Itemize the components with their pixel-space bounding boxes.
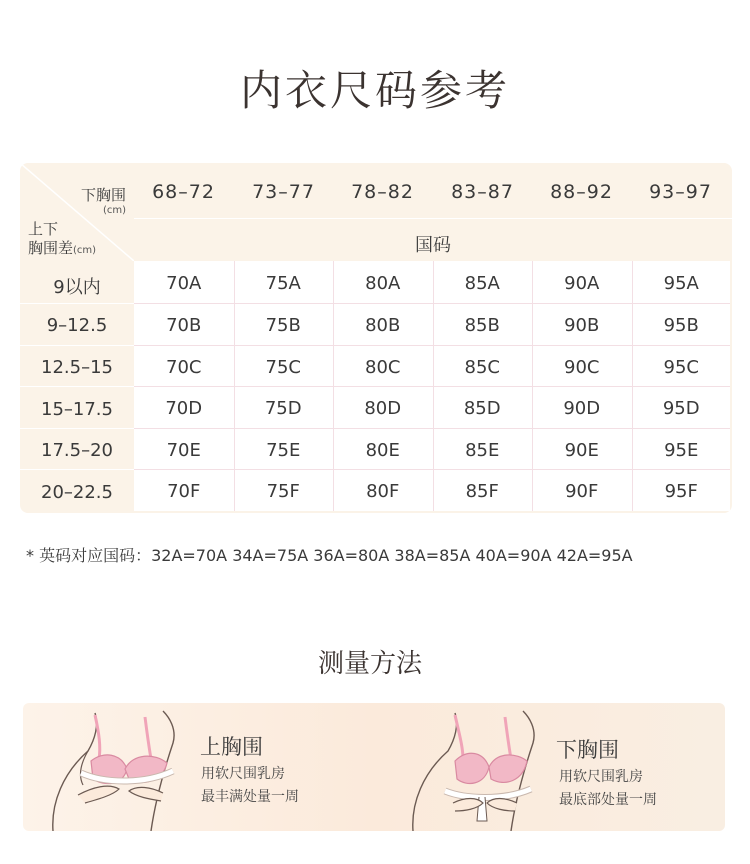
table-cell: 95F <box>664 481 698 502</box>
upper-bust-figure-icon <box>33 703 193 831</box>
column-header: 78–82 <box>351 181 414 203</box>
table-cell: 80A <box>365 273 401 294</box>
table-cell: 75A <box>265 273 301 294</box>
table-cell: 75B <box>265 315 301 336</box>
row-label: 17.5–20 <box>41 440 113 461</box>
table-cell: 90B <box>564 315 600 336</box>
table-cell: 80C <box>365 357 401 378</box>
column-header: 73–77 <box>252 181 315 203</box>
size-table <box>20 163 732 513</box>
upper-bust-desc-line2: 最丰满处量一周 <box>201 789 299 805</box>
table-cell: 75F <box>266 481 300 502</box>
under-bust-title: 下胸围 <box>556 738 619 762</box>
table-corner <box>20 163 134 261</box>
row-label: 9以内 <box>53 277 101 298</box>
table-cell: 80B <box>365 315 401 336</box>
upper-bust-title: 上胸围 <box>200 735 263 759</box>
uk-size-note: * 英码对应国码：32A=70A 34A=75A 36A=80A 38A=85A 40A=90A 42A=95A <box>26 546 633 565</box>
upper-bust-desc-line1: 用软尺围乳房 <box>201 766 285 782</box>
size-grid <box>134 261 730 511</box>
table-cell: 90E <box>564 440 599 461</box>
column-header: 83–87 <box>451 181 514 203</box>
grid-row-line <box>134 386 730 387</box>
page-title: 内衣尺码参考 <box>239 66 510 115</box>
grid-row-line <box>134 303 730 304</box>
grid-column-line <box>532 261 533 511</box>
table-cell: 90C <box>564 357 600 378</box>
row-label: 20–22.5 <box>41 482 113 503</box>
table-cell: 95A <box>663 273 699 294</box>
grid-row-line <box>134 469 730 470</box>
under-bust-desc <box>559 766 657 812</box>
table-cell: 70A <box>166 273 202 294</box>
corner-diff-label-1: 上下 <box>28 220 59 238</box>
table-cell: 75D <box>264 398 302 419</box>
table-cell: 95B <box>663 315 699 336</box>
table-cell: 75E <box>266 440 301 461</box>
header-separator <box>134 218 732 219</box>
table-cell: 85C <box>464 357 500 378</box>
table-cell: 80D <box>364 398 402 419</box>
corner-diff-label-2 <box>28 237 96 258</box>
under-bust-desc-line1: 用软尺围乳房 <box>559 769 643 785</box>
row-divider <box>20 386 134 387</box>
row-label: 9–12.5 <box>46 315 108 336</box>
grid-column-line <box>333 261 334 511</box>
table-cell: 75C <box>265 357 301 378</box>
corner-diff-label-2-text: 胸围差 <box>28 239 74 257</box>
table-cell: 90A <box>564 273 600 294</box>
table-cell: 90F <box>565 481 599 502</box>
grid-column-line <box>433 261 434 511</box>
table-cell: 70E <box>166 440 201 461</box>
table-cell: 85B <box>464 315 500 336</box>
column-header: 88–92 <box>550 181 613 203</box>
grid-column-line <box>632 261 633 511</box>
row-divider <box>20 345 134 346</box>
under-bust-figure-icon <box>393 703 553 831</box>
table-cell: 95D <box>662 398 700 419</box>
table-cell: 70D <box>165 398 203 419</box>
corner-under-bust-label: 下胸围 <box>80 186 126 204</box>
table-cell: 80F <box>366 481 400 502</box>
table-cell: 85E <box>465 440 500 461</box>
measure-panel <box>23 703 725 831</box>
under-bust-desc-line2: 最底部处量一周 <box>559 792 657 808</box>
row-label: 12.5–15 <box>41 357 113 378</box>
measure-section-title: 测量方法 <box>317 649 422 679</box>
table-cell: 95C <box>663 357 699 378</box>
row-divider <box>20 469 134 470</box>
table-cell: 70B <box>166 315 202 336</box>
table-cell: 95E <box>664 440 699 461</box>
grid-row-line <box>134 345 730 346</box>
table-cell: 70C <box>166 357 202 378</box>
upper-bust-desc <box>201 763 299 809</box>
table-cell: 85A <box>464 273 500 294</box>
table-cell: 80E <box>365 440 400 461</box>
corner-under-bust-unit: (cm) <box>102 205 126 216</box>
national-size-label: 国码 <box>415 235 451 256</box>
row-divider <box>20 303 134 304</box>
column-header: 68–72 <box>152 181 215 203</box>
grid-row-line <box>134 428 730 429</box>
grid-column-line <box>234 261 235 511</box>
row-label: 15–17.5 <box>41 399 113 420</box>
corner-diff-unit: (cm) <box>73 245 97 256</box>
table-cell: 85D <box>463 398 501 419</box>
row-divider <box>20 428 134 429</box>
table-cell: 85F <box>465 481 499 502</box>
column-header: 93–97 <box>649 181 712 203</box>
table-cell: 70F <box>167 481 201 502</box>
table-cell: 90D <box>563 398 601 419</box>
